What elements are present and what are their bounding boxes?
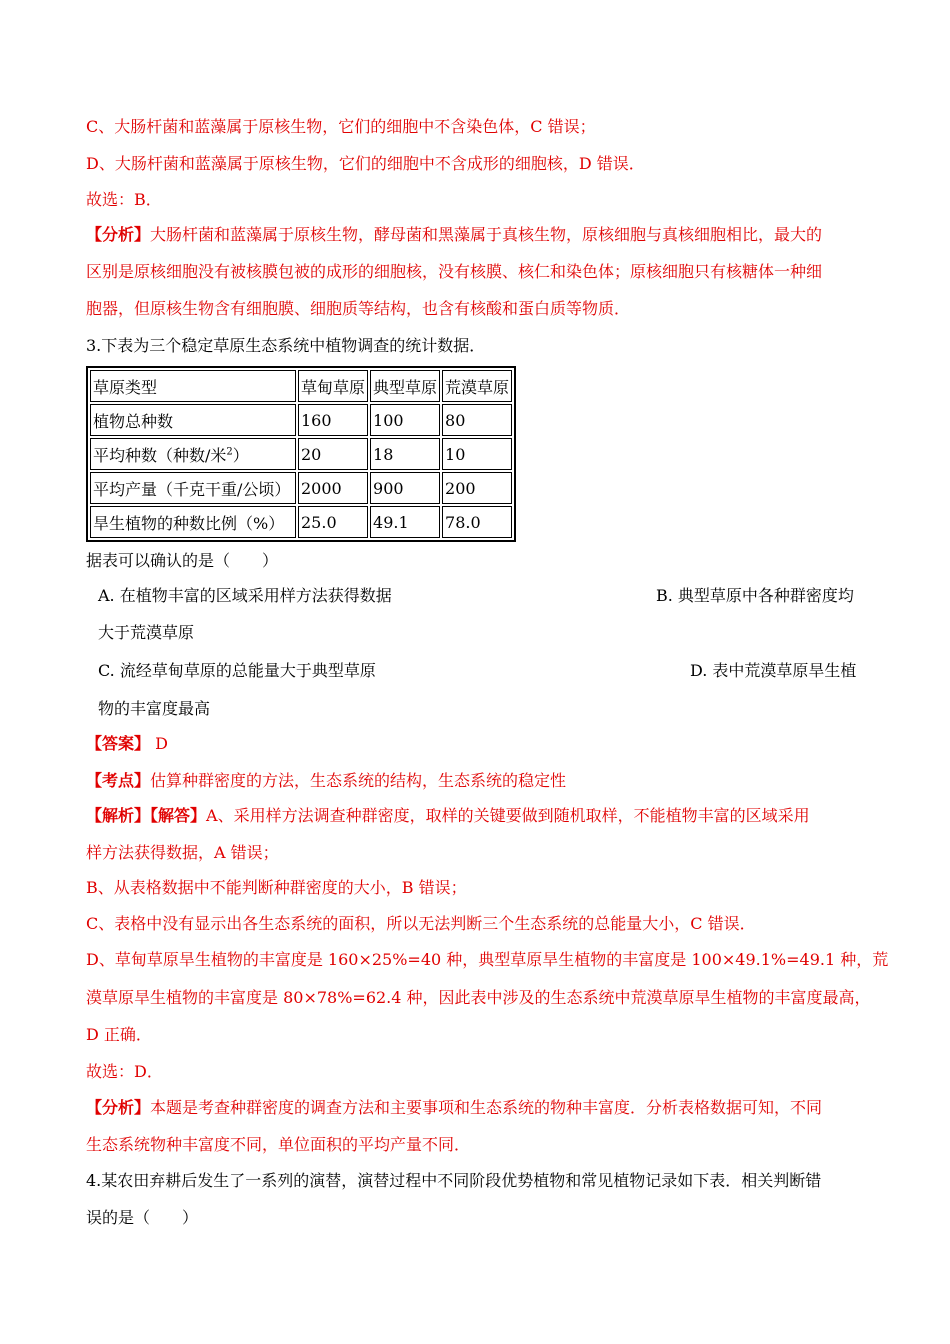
table-row xyxy=(90,506,512,538)
table-cell: 平均产量（千克干重/公顷） xyxy=(90,472,296,504)
q3-jiexi-a2: 样方法获得数据，A 错误； xyxy=(86,843,279,862)
prev-option-d: D、大肠杆菌和蓝藻属于原核生物，它们的细胞中不含成形的细胞核，D 错误． xyxy=(86,154,645,173)
q3-jiexi-d2: 漠草原旱生植物的丰富度是 80×78%=62.4 种，因此表中涉及的生态系统中荒漠草原旱生植物的丰富度最高， xyxy=(86,988,871,1007)
q3-jiexi-b: B、从表格数据中不能判断种群密度的大小，B 错误； xyxy=(86,878,467,897)
prev-choice: 故选：B． xyxy=(86,190,162,209)
jiexi-tag: 【解析】【解答】 xyxy=(86,806,207,825)
table-cell: 49.1 xyxy=(370,506,440,538)
table-row xyxy=(90,404,512,436)
table-cell: 900 xyxy=(370,472,440,504)
row-label: 平均种数（种数/米 xyxy=(93,445,227,465)
jiexi-text: A、采用样方法调查种群密度，取样的关键要做到随机取样，不能植物丰富的区域采用 xyxy=(206,806,810,825)
table-cell: 植物总种数 xyxy=(90,404,296,436)
answer-tag: 【答案】 xyxy=(86,734,151,753)
table-cell: 100 xyxy=(370,404,440,436)
q3-fenxi2: 生态系统物种丰富度不同，单位面积的平均产量不同． xyxy=(86,1135,471,1154)
table-cell: 18 xyxy=(370,438,440,470)
table-cell: 典型草原 xyxy=(370,370,440,402)
prev-analysis-line2: 区别是原核细胞没有被核膜包被的成形的细胞核，没有核膜、核仁和染色体；原核细胞只有核糖体一种细 xyxy=(86,262,823,281)
q4-stem-line2: 误的是（ ） xyxy=(86,1208,199,1227)
table-cell: 旱生植物的种数比例（%） xyxy=(90,506,296,538)
table-cell: 10 xyxy=(442,438,512,470)
q3-jiexi-a1 xyxy=(86,805,810,827)
q3-option-d-end: 物的丰富度最高 xyxy=(98,699,211,718)
q3-option-b-end: 大于荒漠草原 xyxy=(98,623,195,642)
q3-option-b-start: B. 典型草原中各种群密度均 xyxy=(656,586,854,605)
answer-value: D xyxy=(150,734,168,753)
q3-choice: 故选：D． xyxy=(86,1062,163,1081)
q3-jiexi-d1: D、草甸草原旱生植物的丰富度是 160×25%=40 种，典型草原旱生植物的丰富度是 100×49.1%=49.1 种，荒 xyxy=(86,950,889,969)
q3-option-c: C. 流经草甸草原的总能量大于典型草原 xyxy=(98,661,376,680)
table-cell: 草原类型 xyxy=(90,370,296,402)
table-cell: 20 xyxy=(298,438,368,470)
prev-analysis-line3: 胞器，但原核生物含有细胞膜、细胞质等结构，也含有核酸和蛋白质等物质． xyxy=(86,299,631,318)
q3-option-a: A. 在植物丰富的区域采用样方法获得数据 xyxy=(98,586,392,605)
grassland-table xyxy=(86,366,516,542)
q4-stem-line1: 4.某农田弃耕后发生了一系列的演替，演替过程中不同阶段优势植物和常见植物记录如下表．相关判断错 xyxy=(86,1171,822,1190)
q3-option-d-start: D. 表中荒漠草原旱生植 xyxy=(690,661,857,680)
table-cell: 80 xyxy=(442,404,512,436)
analysis-tag: 【分析】 xyxy=(86,225,151,244)
table-row xyxy=(90,472,512,504)
table-cell: 200 xyxy=(442,472,512,504)
table-header-row xyxy=(90,370,512,402)
fenxi-tag: 【分析】 xyxy=(86,1098,151,1117)
kaodian-tag: 【考点】 xyxy=(86,771,151,790)
q3-kaodian xyxy=(86,770,566,792)
table-cell: 25.0 xyxy=(298,506,368,538)
prev-analysis-line1 xyxy=(86,224,822,246)
table-cell: 160 xyxy=(298,404,368,436)
analysis-text: 大肠杆菌和蓝藻属于原核生物，酵母菌和黑藻属于真核生物，原核细胞与真核细胞相比，最大的 xyxy=(150,225,823,244)
fenxi-text: 本题是考查种群密度的调查方法和主要事项和生态系统的物种丰富度．分析表格数据可知，不同 xyxy=(150,1098,823,1117)
q3-jiexi-d3: D 正确． xyxy=(86,1025,152,1044)
table-cell: 78.0 xyxy=(442,506,512,538)
prev-option-c: C、大肠杆菌和蓝藻属于原核生物，它们的细胞中不含染色体，C 错误； xyxy=(86,117,596,136)
q3-stem: 3.下表为三个稳定草原生态系统中植物调查的统计数据． xyxy=(86,336,486,355)
table-cell: 荒漠草原 xyxy=(442,370,512,402)
table-cell: 草甸草原 xyxy=(298,370,368,402)
q3-jiexi-c: C、表格中没有显示出各生态系统的面积，所以无法判断三个生态系统的总能量大小，C 错误． xyxy=(86,914,756,933)
kaodian-text: 估算种群密度的方法，生态系统的结构，生态系统的稳定性 xyxy=(150,771,567,790)
row-label-suffix: ） xyxy=(232,445,249,465)
table-row xyxy=(90,438,512,470)
superscript: 2 xyxy=(226,446,233,458)
q3-answer xyxy=(86,733,168,755)
table-cell xyxy=(90,438,296,470)
q3-prompt: 据表可以确认的是（ ） xyxy=(86,551,279,570)
table-cell: 2000 xyxy=(298,472,368,504)
q3-fenxi1 xyxy=(86,1097,822,1119)
